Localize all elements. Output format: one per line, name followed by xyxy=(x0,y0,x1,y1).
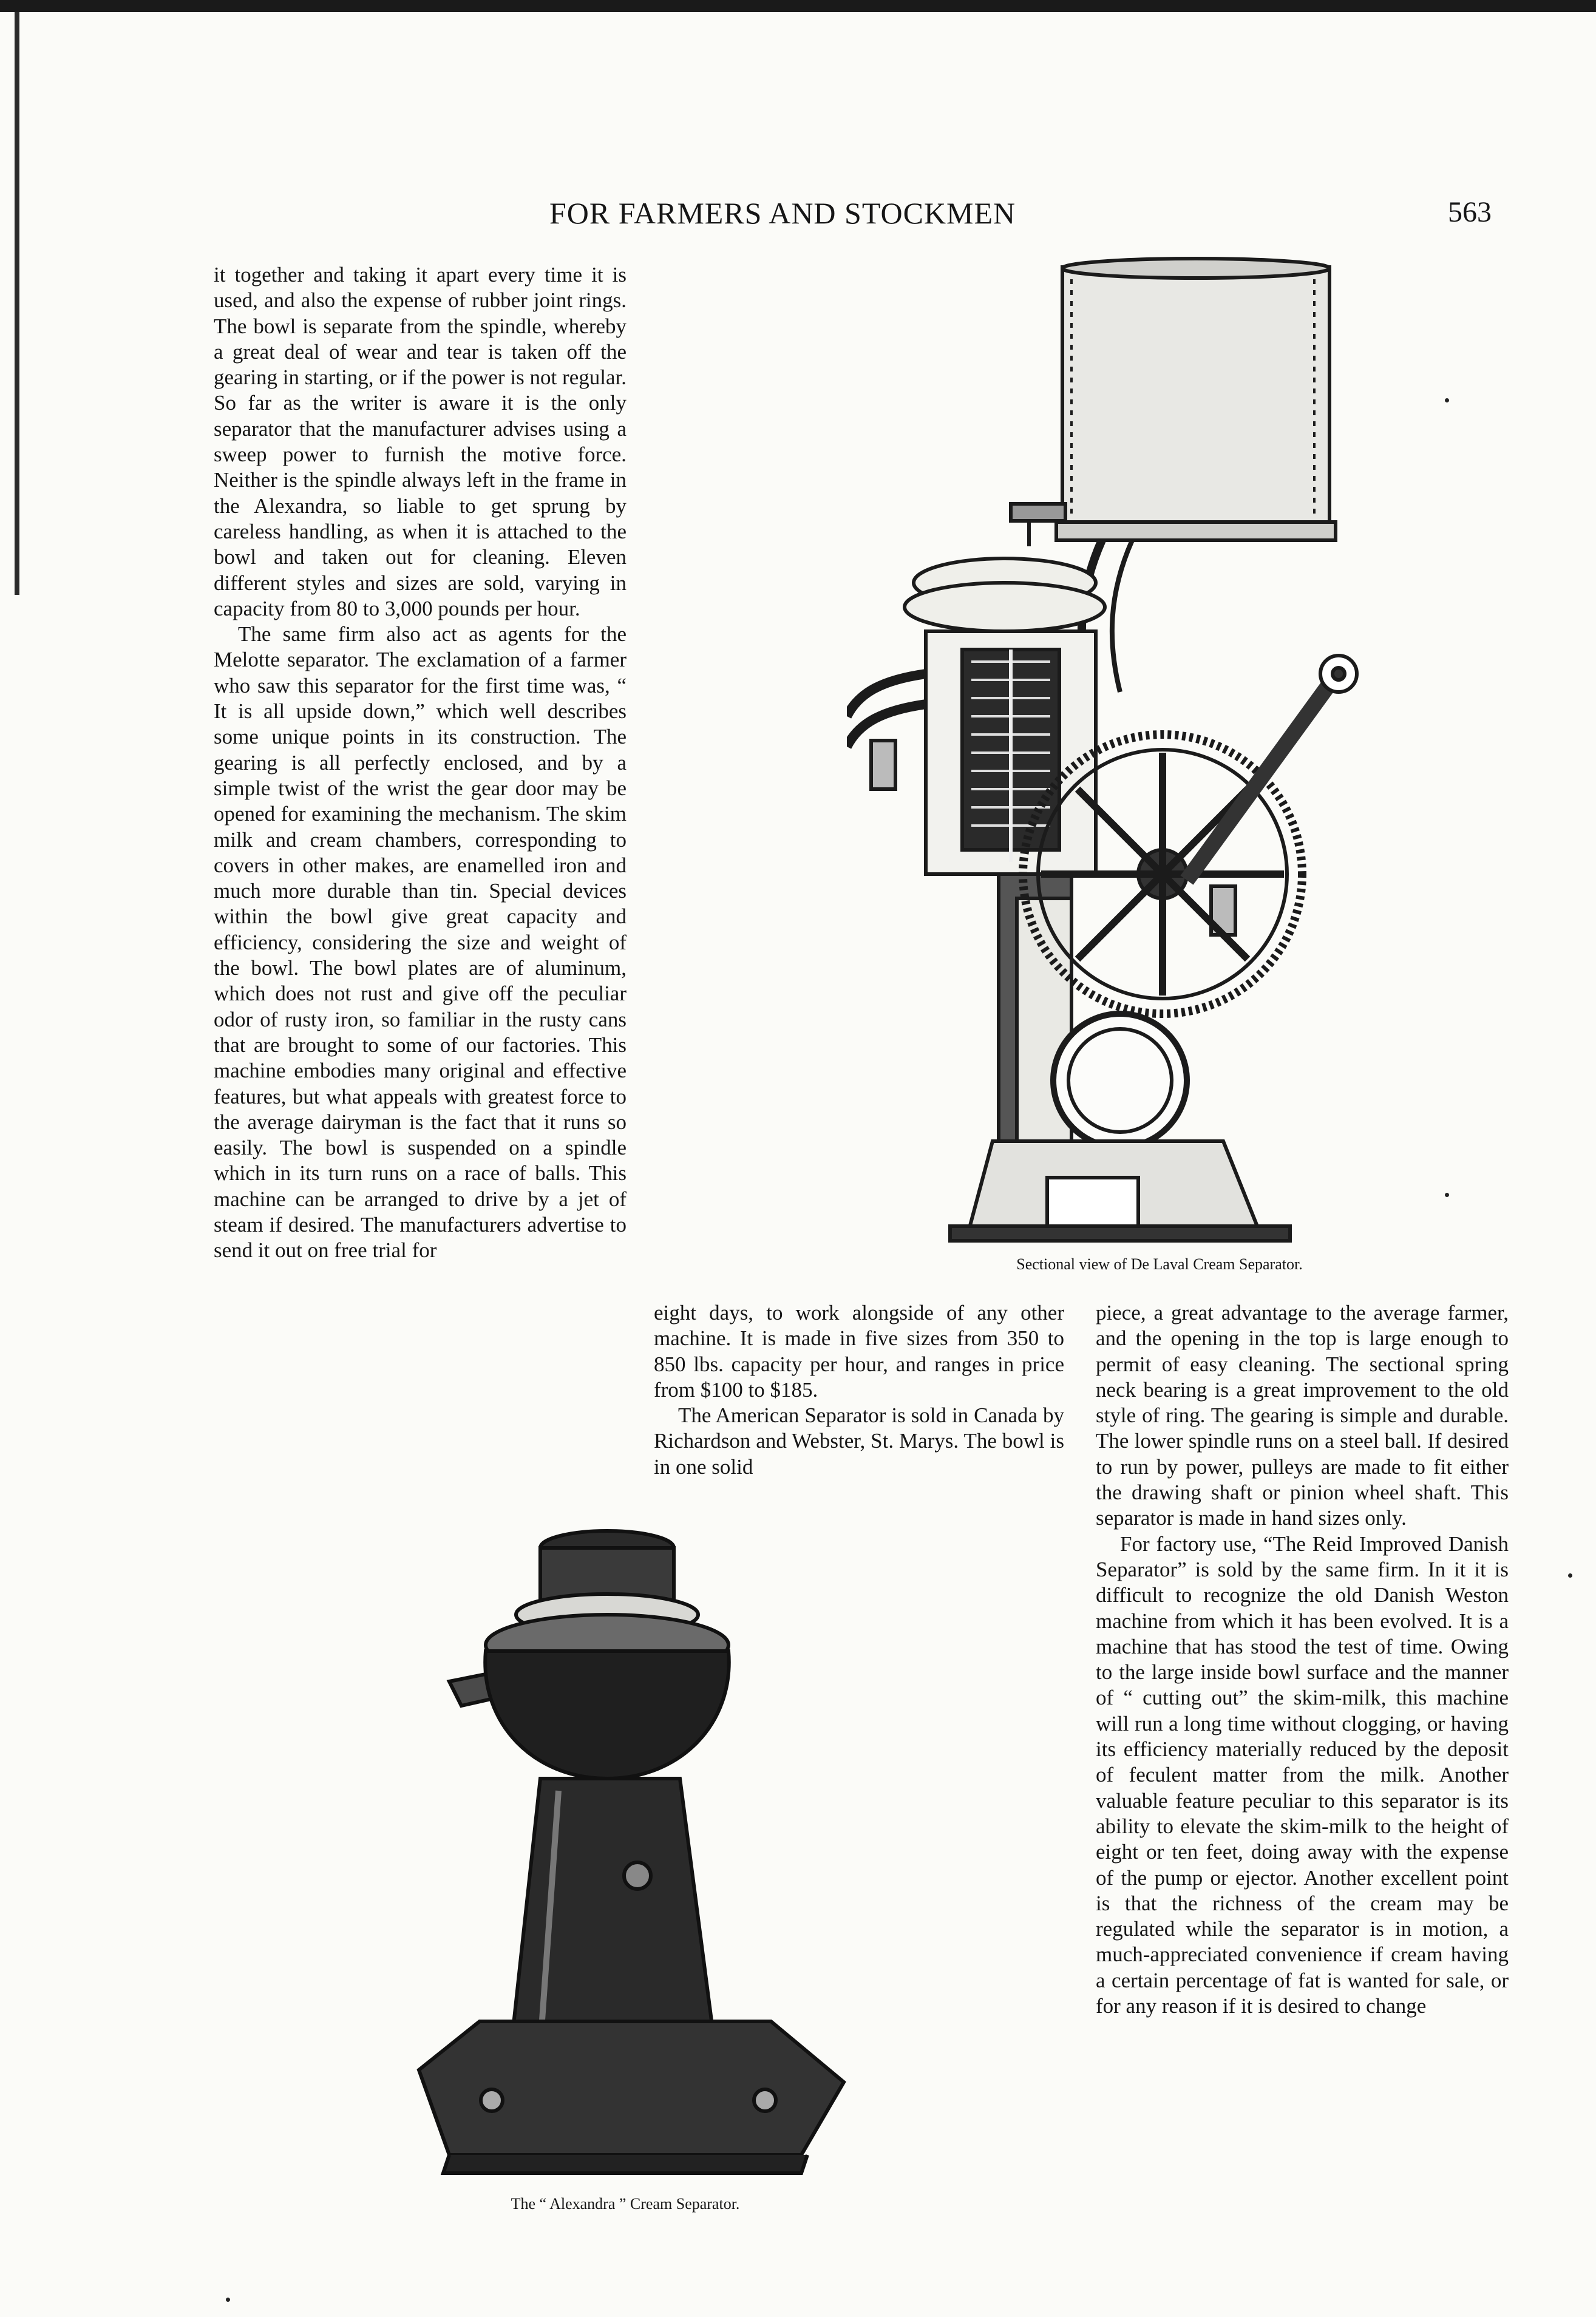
speck xyxy=(1445,1193,1449,1197)
speck xyxy=(226,2298,230,2302)
running-title: FOR FARMERS AND STOCKMEN xyxy=(549,196,1016,230)
paragraph: The same firm also act as agents for the Melotte separator. The exclamation of a farmer who saw this separator for the first time was, “ It is all upside down,” which well describes some unique points in its construction. The gearing is all perfectly enclosed, and by a simple twist of the wrist the gear door may be opened for examining the mechanism. The skim milk and cream chambers, corresponding to covers in other makes, are enamelled iron and much more durable than tin. Special devices within the bowl give great capacity and efficiency, considering the size and weight of the bowl. The bowl plates are of aluminum, which does not rust and give off the peculiar odor of rusty iron, so familiar in the rusty cans that are brought to some of our factories. This machine embodies many original and effective features, but what appeals with greatest force to the average dairyman is the fact that it runs so easily. The bowl is suspended on a spindle which in its turn runs on a race of balls. This machine can be arranged to drive by a jet of steam if desired. The manufacturers advertise to send it out on free trial for xyxy=(214,622,627,1263)
paragraph: piece, a great advantage to the average farmer, and the opening in the top is large enough to permit of easy cleaning. The sectional spring neck bearing is a great improvement to the old style of ring. The gearing is simple and durable. The lower spindle runs on a steel ball. If desired to run by power, pulleys are made to fit either the drawing shaft or pinion wheel shaft. This separator is made in hand sizes only. xyxy=(1096,1301,1509,1530)
speck xyxy=(1445,398,1449,402)
cream-separator-sectional-illustration xyxy=(847,255,1387,1250)
text-column-1 xyxy=(214,262,627,1264)
page-number: 563 xyxy=(1448,196,1492,228)
paragraph: it together and taking it apart every time it is used, and also the expense of rubber joint rings. The bowl is separate from the spindle, whereby a great deal of wear and tear is taken off the gearing in starting, or if the power is not regular. So far as the writer is aware it is the only separator that the manufacturer advises using a sweep power to furnish the motive force. Neither is the spindle always left in the frame in the Alexandra, so liable to get sprung by careless handling, as when it is attached to the bowl and taken out for cleaning. Eleven different styles and sizes are sold, varying in capacity from 80 to 3,000 pounds per hour. xyxy=(214,263,627,620)
paragraph: The American Separator is sold in Canada by Richardson and Webster, St. Marys. The bowl is in one solid xyxy=(654,1403,1064,1479)
paragraph: eight days, to work alongside of any other machine. It is made in five sizes from 350 to 850 lbs. capacity per hour, and ranges in price from $100 to $185. xyxy=(654,1301,1064,1402)
alexandra-separator-figure xyxy=(376,1524,874,2191)
cream-separator-illustration xyxy=(376,1524,874,2191)
alexandra-figure-caption: The “ Alexandra ” Cream Separator. xyxy=(511,2195,740,2213)
paragraph: For factory use, “The Reid Improved Danish Separator” is sold by the same firm. In it it is difficult to recognize the old Danish Weston machine from which it has been evolved. It is a machine that has stood the test of time. Owing to the large inside bowl surface and the manner of “ cutting out” the skim-milk, this machine will run a long time without clogging, or having its efficiency materially reduced by the deposit of feculent matter from the milk. Another valuable feature peculiar to this separator is its ability to elevate the skim-milk to the height of eight or ten feet, doing away with the expense of the pump or ejector. Another excellent point is that the richness of the cream may be regulated while the separator is in motion, a much-appreciated convenience if cream having a certain percentage of fat is wanted for sale, or for any reason if it is desired to change xyxy=(1096,1532,1509,2018)
delaval-separator-figure xyxy=(847,255,1387,1250)
running-head xyxy=(0,195,1596,238)
top-border-line xyxy=(0,0,1596,12)
speck xyxy=(1568,1573,1572,1578)
text-column-3 xyxy=(1096,1300,1509,2019)
left-margin-rule xyxy=(15,12,19,595)
delaval-figure-caption: Sectional view of De Laval Cream Separator. xyxy=(1016,1255,1303,1273)
text-column-2 xyxy=(654,1300,1064,1480)
